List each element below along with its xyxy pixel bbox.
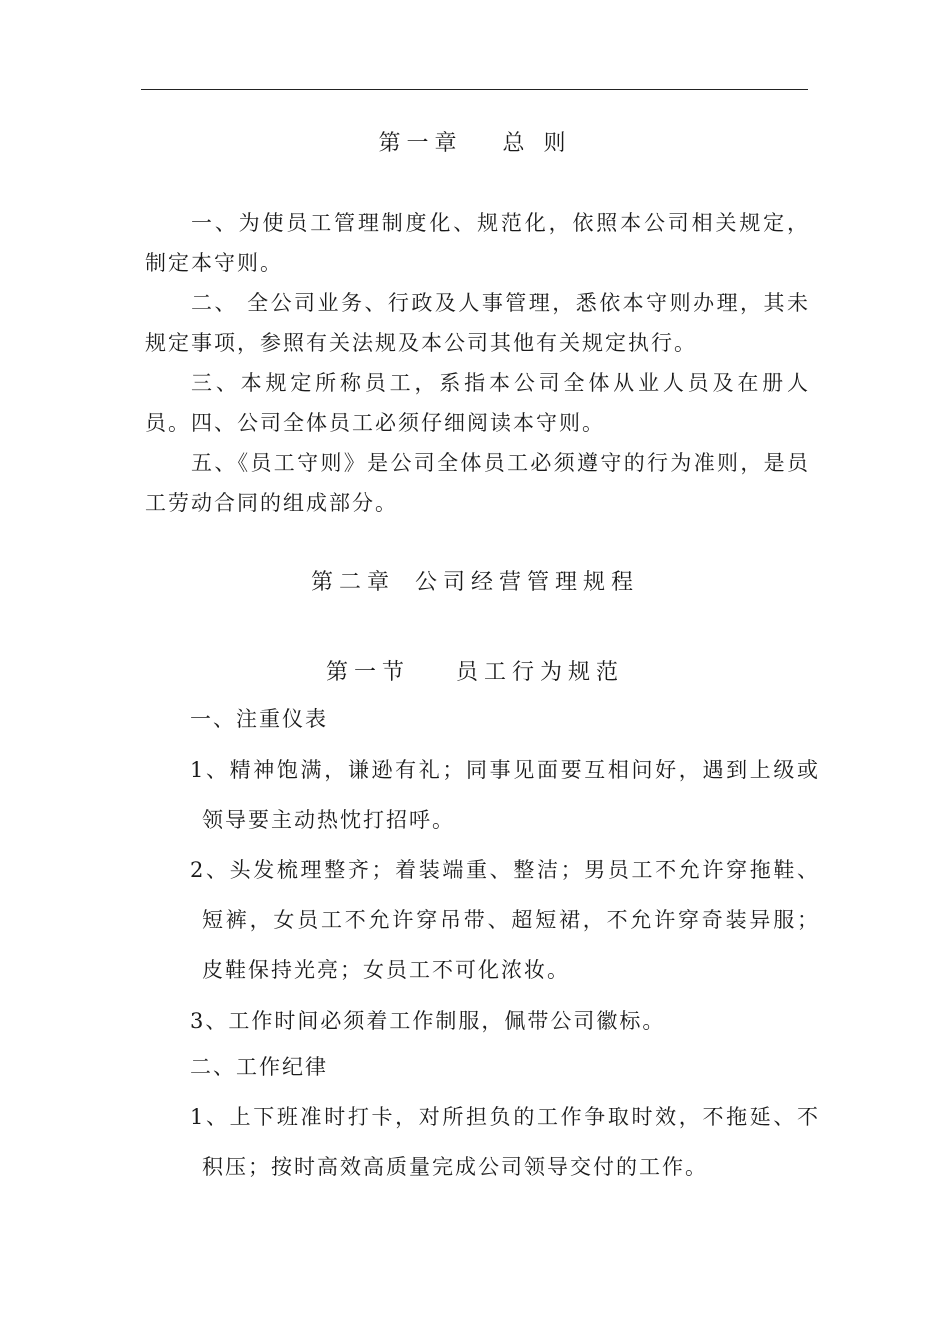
part-1-item-3: 3、工作时间必须着工作制服，佩带公司徽标。	[190, 1009, 666, 1033]
part-1-item-1: 1、精神饱满，谦逊有礼；同事见面要互相问好，遇到上级或领导要主动热忱打招呼。	[190, 758, 820, 832]
part-2-item-1: 1、上下班准时打卡，对所担负的工作争取时效，不拖延、不积压；按时高效高质量完成公司领导交付的工作。	[190, 1105, 820, 1179]
section-1-heading	[0, 655, 950, 686]
chapter-1-paragraph-5: 五、《员工守则》是公司全体员工必须遵守的行为准则，是员工劳动合同的组成部分。	[145, 451, 810, 515]
section-1-label: 第一节	[325, 660, 410, 685]
chapter-1-paragraph-2: 二、 全公司业务、行政及人事管理，悉依本守则办理，其未规定事项，参照有关法规及本公司其他有关规定执行。	[145, 291, 810, 355]
chapter-1-paragraph-4: 四、公司全体员工必须仔细阅读本守则。	[191, 411, 605, 435]
chapter-1-heading	[0, 126, 950, 157]
part-2-title: 二、工作纪律	[190, 1055, 328, 1079]
chapter-2-heading	[0, 565, 950, 596]
part-1-item-2: 2、头发梳理整齐；着装端重、整洁；男员工不允许穿拖鞋、短裤，女员工不允许穿吊带、超短裙，不允许穿奇装异服；皮鞋保持光亮；女员工不可化浓妆。	[190, 858, 820, 982]
chapter-1-label: 第一章	[378, 131, 463, 156]
chapter-2-title: 公司经营管理规程	[415, 570, 640, 595]
section-1-title: 员工行为规范	[456, 660, 625, 685]
chapter-1-paragraph-1: 一、为使员工管理制度化、规范化，依照本公司相关规定，制定本守则。	[145, 211, 810, 275]
chapter-1-paragraph-3: 三、本规定所称员工，系指本公司全体从业人员及在册人员。	[145, 371, 810, 435]
chapter-1-title: 总 则	[502, 131, 572, 156]
chapter-2-label: 第二章	[310, 570, 395, 595]
part-1-title: 一、注重仪表	[190, 707, 328, 731]
header-rule	[141, 89, 808, 90]
